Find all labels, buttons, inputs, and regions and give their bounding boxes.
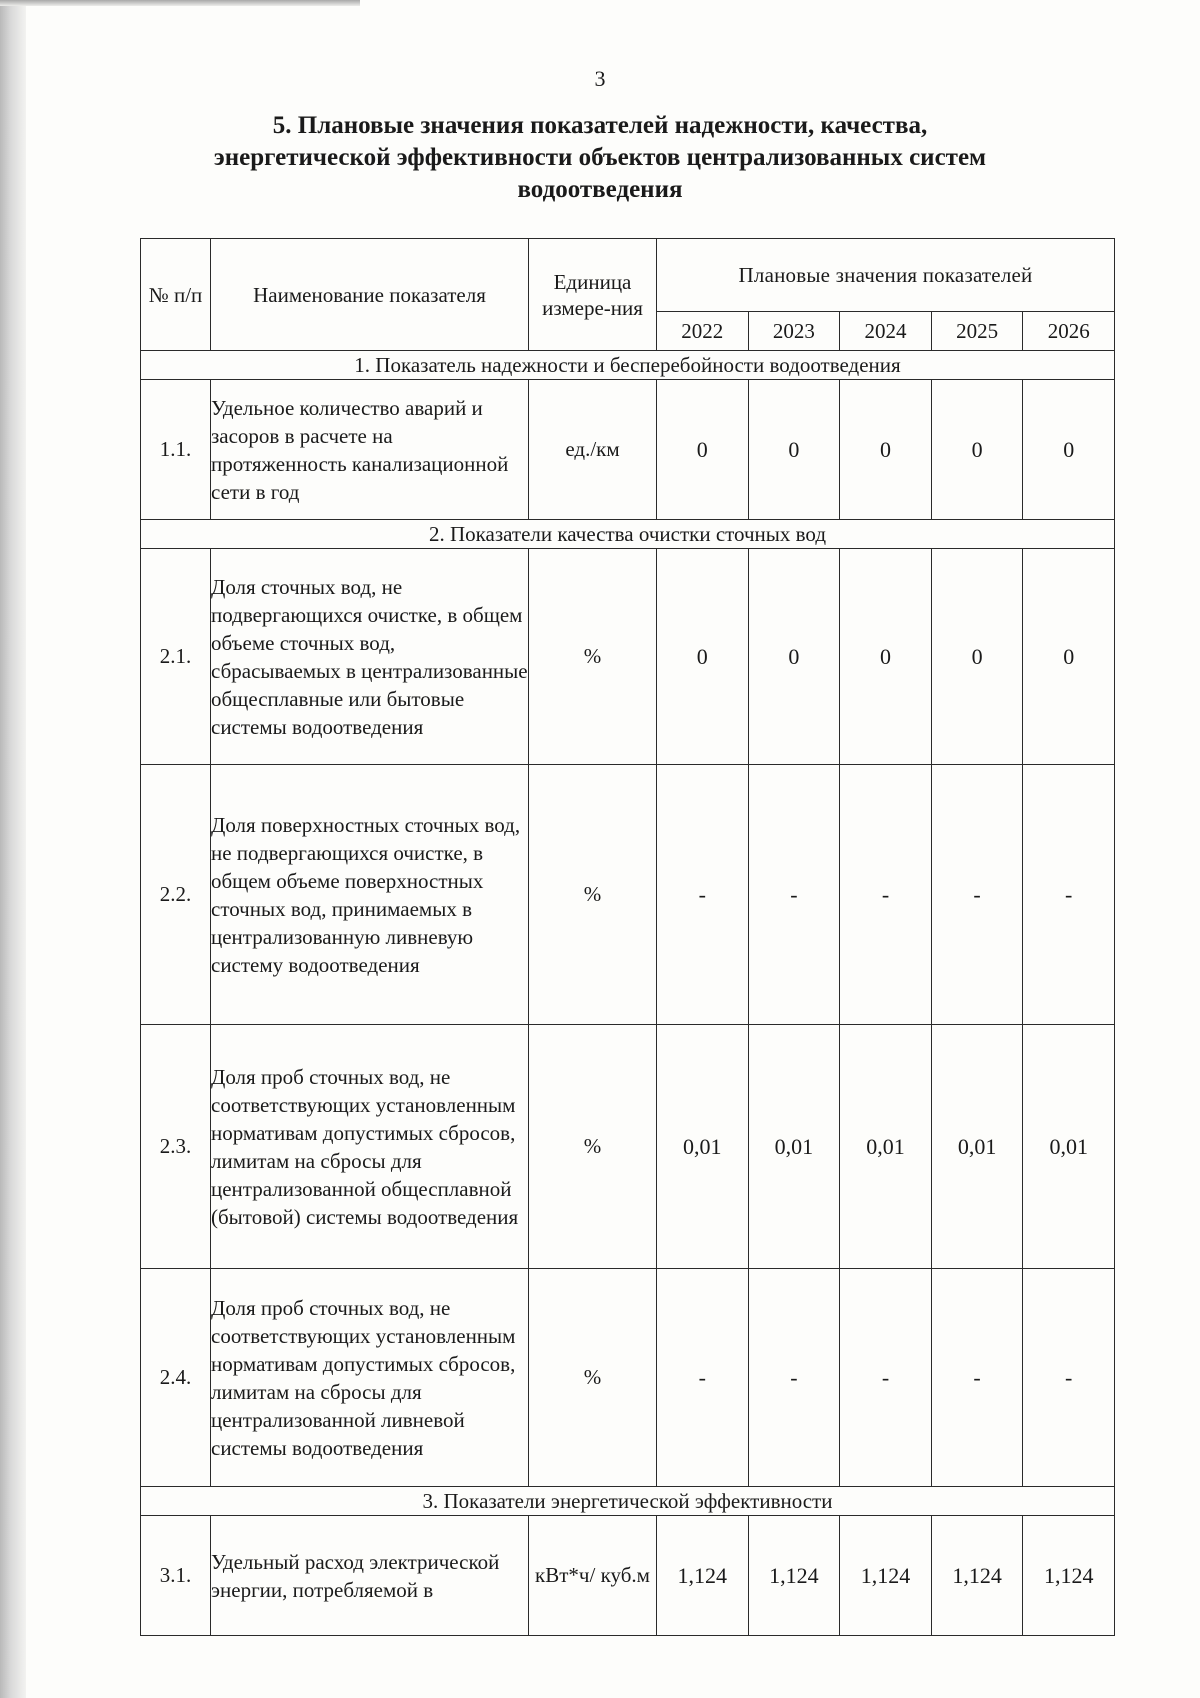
title-line-2: энергетической эффективности объектов централизованных систем xyxy=(213,144,987,171)
section-row xyxy=(141,351,1115,380)
value-cell: - xyxy=(1023,1269,1115,1487)
indicators-table xyxy=(140,238,1115,1636)
row-number: 3.1. xyxy=(141,1516,211,1636)
indicator-name: Удельное количество аварий и засоров в расчете на протяженность канализационной сети в год xyxy=(211,380,529,520)
row-number: 2.2. xyxy=(141,765,211,1025)
header-year: 2022 xyxy=(657,312,749,351)
title-line-3: водоотведения xyxy=(517,176,683,203)
value-cell: - xyxy=(1023,765,1115,1025)
value-cell: 0 xyxy=(931,380,1023,520)
value-cell: - xyxy=(840,765,932,1025)
header-row-1 xyxy=(141,239,1115,312)
page-number: 3 xyxy=(594,66,606,91)
table-header xyxy=(141,239,1115,351)
value-cell: 0 xyxy=(931,549,1023,765)
indicator-name: Доля поверхностных сточных вод, не подвергающихся очистке, в общем объеме поверхностных сточных вод, принимаемых в централизованную ливневую систему водоотведения xyxy=(211,765,529,1025)
value-cell: - xyxy=(840,1269,932,1487)
value-cell: 0,01 xyxy=(657,1025,749,1269)
indicator-name: Доля проб сточных вод, не соответствующих установленным нормативам допустимых сбросов, лимитам на сбросы для централизованной общесплавной (бытовой) системы водоотведения xyxy=(211,1025,529,1269)
value-cell: 0,01 xyxy=(748,1025,840,1269)
header-unit: Единица измере-ния xyxy=(529,239,657,351)
value-cell: 0 xyxy=(748,549,840,765)
unit-cell: ед./км xyxy=(529,380,657,520)
value-cell: - xyxy=(931,1269,1023,1487)
value-cell: 0,01 xyxy=(1023,1025,1115,1269)
header-number: № п/п xyxy=(141,239,211,351)
value-cell: - xyxy=(657,1269,749,1487)
value-cell: - xyxy=(748,1269,840,1487)
value-cell: 0 xyxy=(657,380,749,520)
value-cell: 0 xyxy=(1023,380,1115,520)
header-year: 2026 xyxy=(1023,312,1115,351)
value-cell: 1,124 xyxy=(931,1516,1023,1636)
value-cell: 0,01 xyxy=(840,1025,932,1269)
header-indicator-name: Наименование показателя xyxy=(211,239,529,351)
indicator-name: Доля проб сточных вод, не соответствующих установленным нормативам допустимых сбросов, лимитам на сбросы для централизованной ливневой системы водоотведения xyxy=(211,1269,529,1487)
unit-cell: % xyxy=(529,765,657,1025)
table-row xyxy=(141,1269,1115,1487)
value-cell: - xyxy=(931,765,1023,1025)
indicator-name: Удельный расход электрической энергии, потребляемой в xyxy=(211,1516,529,1636)
header-year: 2024 xyxy=(840,312,932,351)
value-cell: 0 xyxy=(1023,549,1115,765)
section-title: 2. Показатели качества очистки сточных вод xyxy=(141,520,1115,549)
value-cell: 0,01 xyxy=(931,1025,1023,1269)
scan-top-edge xyxy=(0,0,360,6)
value-cell: 0 xyxy=(840,380,932,520)
row-number: 2.3. xyxy=(141,1025,211,1269)
value-cell: 1,124 xyxy=(1023,1516,1115,1636)
table-row xyxy=(141,549,1115,765)
row-number: 2.4. xyxy=(141,1269,211,1487)
value-cell: 0 xyxy=(657,549,749,765)
section-row xyxy=(141,520,1115,549)
unit-cell: % xyxy=(529,1025,657,1269)
value-cell: 1,124 xyxy=(657,1516,749,1636)
header-year: 2025 xyxy=(931,312,1023,351)
value-cell: 1,124 xyxy=(748,1516,840,1636)
table-row xyxy=(141,1516,1115,1636)
value-cell: 1,124 xyxy=(840,1516,932,1636)
header-year: 2023 xyxy=(748,312,840,351)
scan-shadow-edge xyxy=(0,0,26,1698)
unit-cell: % xyxy=(529,1269,657,1487)
table-body xyxy=(141,351,1115,1636)
value-cell: - xyxy=(657,765,749,1025)
value-cell: 0 xyxy=(840,549,932,765)
table-row xyxy=(141,765,1115,1025)
section-title: 1. Показатель надежности и бесперебойности водоотведения xyxy=(141,351,1115,380)
value-cell: - xyxy=(748,765,840,1025)
unit-cell: кВт*ч/ куб.м xyxy=(529,1516,657,1636)
document-title xyxy=(170,110,1030,206)
value-cell: 0 xyxy=(748,380,840,520)
unit-cell: % xyxy=(529,549,657,765)
table-row xyxy=(141,380,1115,520)
section-title: 3. Показатели энергетической эффективности xyxy=(141,1487,1115,1516)
row-number: 1.1. xyxy=(141,380,211,520)
row-number: 2.1. xyxy=(141,549,211,765)
section-row xyxy=(141,1487,1115,1516)
header-planned-values: Плановые значения показателей xyxy=(657,239,1115,312)
table-row xyxy=(141,1025,1115,1269)
indicator-name: Доля сточных вод, не подвергающихся очистке, в общем объеме сточных вод, сбрасываемых в централизованные общесплавные или бытовые системы водоотведения xyxy=(211,549,529,765)
title-line-1: 5. Плановые значения показателей надежности, качества, xyxy=(272,112,928,139)
